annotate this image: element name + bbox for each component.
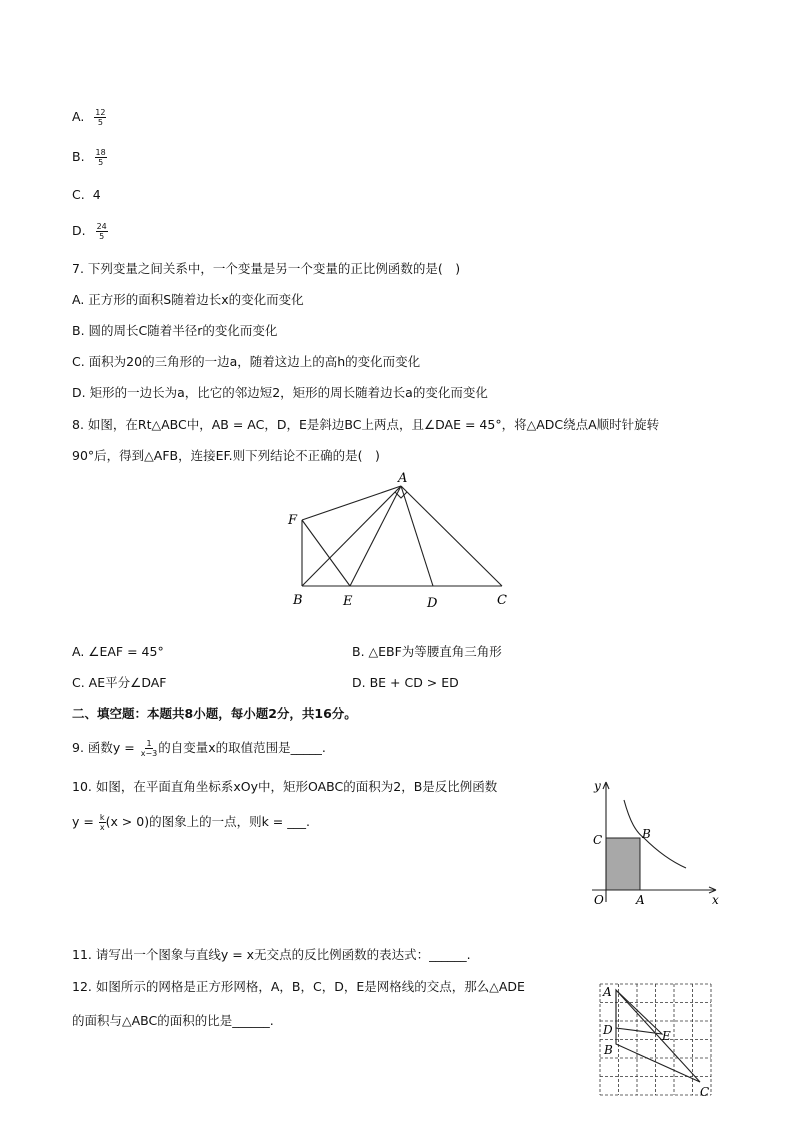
q10-line2 xyxy=(72,813,310,832)
q6-option-a xyxy=(72,108,106,127)
x-axis-label: x xyxy=(712,893,719,907)
point-c-label: C xyxy=(700,1085,710,1099)
point-c-label: C xyxy=(497,593,507,608)
q6-option-c xyxy=(72,186,101,204)
q6-option-b xyxy=(72,148,107,167)
q7-option-c: C. 面积为20的三角形的一边a，随着这边上的高h的变化而变化 xyxy=(72,354,421,369)
y-axis-label: y xyxy=(594,779,601,793)
q7-option-d: D. 矩形的一边长为a，比它的邻边短2，矩形的周长随着边长a的变化而变化 xyxy=(72,385,488,400)
fraction-numerator: 18 xyxy=(95,148,106,157)
q12-line2: 的面积与△ABC的面积的比是______. xyxy=(72,1013,274,1028)
q8-stem-line1: 8. 如图，在Rt△ABC中，AB = AC，D，E是斜边BC上两点，且∠DAE = 45°，将△ADC绕点A顺时针旋转 xyxy=(72,417,660,432)
point-b-label: B xyxy=(642,827,651,841)
fraction-numerator: 1 xyxy=(146,739,152,748)
q10-prefix: y = xyxy=(72,814,98,829)
q12-line1: 12. 如图所示的网格是正方形网格，A，B，C，D，E是网格线的交点，那么△ADE xyxy=(72,979,525,994)
option-label: A. xyxy=(72,109,85,124)
q9-prefix: 9. 函数y = xyxy=(72,740,139,755)
fraction-denominator: 5 xyxy=(99,232,105,241)
q9-suffix: 的自变量x的取值范围是_____. xyxy=(158,740,326,755)
point-c-label: C xyxy=(593,833,603,847)
fraction-denominator: 5 xyxy=(97,118,103,127)
option-label: C. xyxy=(72,187,85,202)
point-f-label: F xyxy=(288,513,298,528)
q7-option-b: B. 圆的周长C随着半径r的变化而变化 xyxy=(72,323,278,338)
q6-option-d xyxy=(72,222,108,241)
point-e-label: E xyxy=(662,1029,671,1043)
point-d-label: D xyxy=(603,1023,613,1037)
fraction-denominator: x xyxy=(99,823,105,832)
fraction xyxy=(95,148,107,167)
q7-stem: 7. 下列变量之间关系中，一个变量是另一个变量的正比例函数的是( ) xyxy=(72,261,461,276)
fraction-denominator: x−3 xyxy=(140,749,158,758)
q12-grid-figure xyxy=(596,980,722,1104)
fraction xyxy=(96,222,108,241)
point-a-label: A xyxy=(398,471,408,486)
point-e-label: E xyxy=(343,594,353,609)
fraction xyxy=(99,813,106,832)
section-title: 二、填空题：本题共8小题，每小题2分，共16分。 xyxy=(72,706,357,721)
option-label: D. xyxy=(72,223,86,238)
q10-suffix: (x > 0)的图象上的一点，则k = ___. xyxy=(105,814,310,829)
fraction xyxy=(94,108,106,127)
fraction-numerator: k xyxy=(99,813,105,822)
point-d-label: D xyxy=(427,596,438,611)
q8-triangle-figure xyxy=(280,468,520,616)
q8-stem-line2: 90°后，得到△AFB，连接EF.则下列结论不正确的是( ) xyxy=(72,448,380,463)
fraction-numerator: 12 xyxy=(95,108,106,117)
q8-option-a: A. ∠EAF = 45° xyxy=(72,644,164,659)
point-a-label: A xyxy=(636,893,645,907)
q9-text xyxy=(72,739,326,758)
q8-option-d: D. BE + CD > ED xyxy=(352,675,459,690)
point-a-label: A xyxy=(603,985,612,999)
fraction-denominator: 5 xyxy=(98,158,104,167)
option-label: B. xyxy=(72,149,85,164)
point-b-label: B xyxy=(604,1043,613,1057)
fraction-numerator: 24 xyxy=(96,222,107,231)
q10-coordinate-figure xyxy=(584,774,724,908)
q8-option-b: B. △EBF为等腰直角三角形 xyxy=(352,644,502,659)
q11-text: 11. 请写出一个图象与直线y = x无交点的反比例函数的表达式：______. xyxy=(72,947,471,962)
origin-label: O xyxy=(594,893,604,907)
q8-option-c: C. AE平分∠DAF xyxy=(72,675,167,690)
q10-line1: 10. 如图，在平面直角坐标系xOy中，矩形OABC的面积为2，B是反比例函数 xyxy=(72,779,498,794)
option-value: 4 xyxy=(92,187,101,202)
q7-option-a: A. 正方形的面积S随着边长x的变化而变化 xyxy=(72,292,304,307)
point-b-label: B xyxy=(293,593,303,608)
fraction xyxy=(140,739,159,758)
